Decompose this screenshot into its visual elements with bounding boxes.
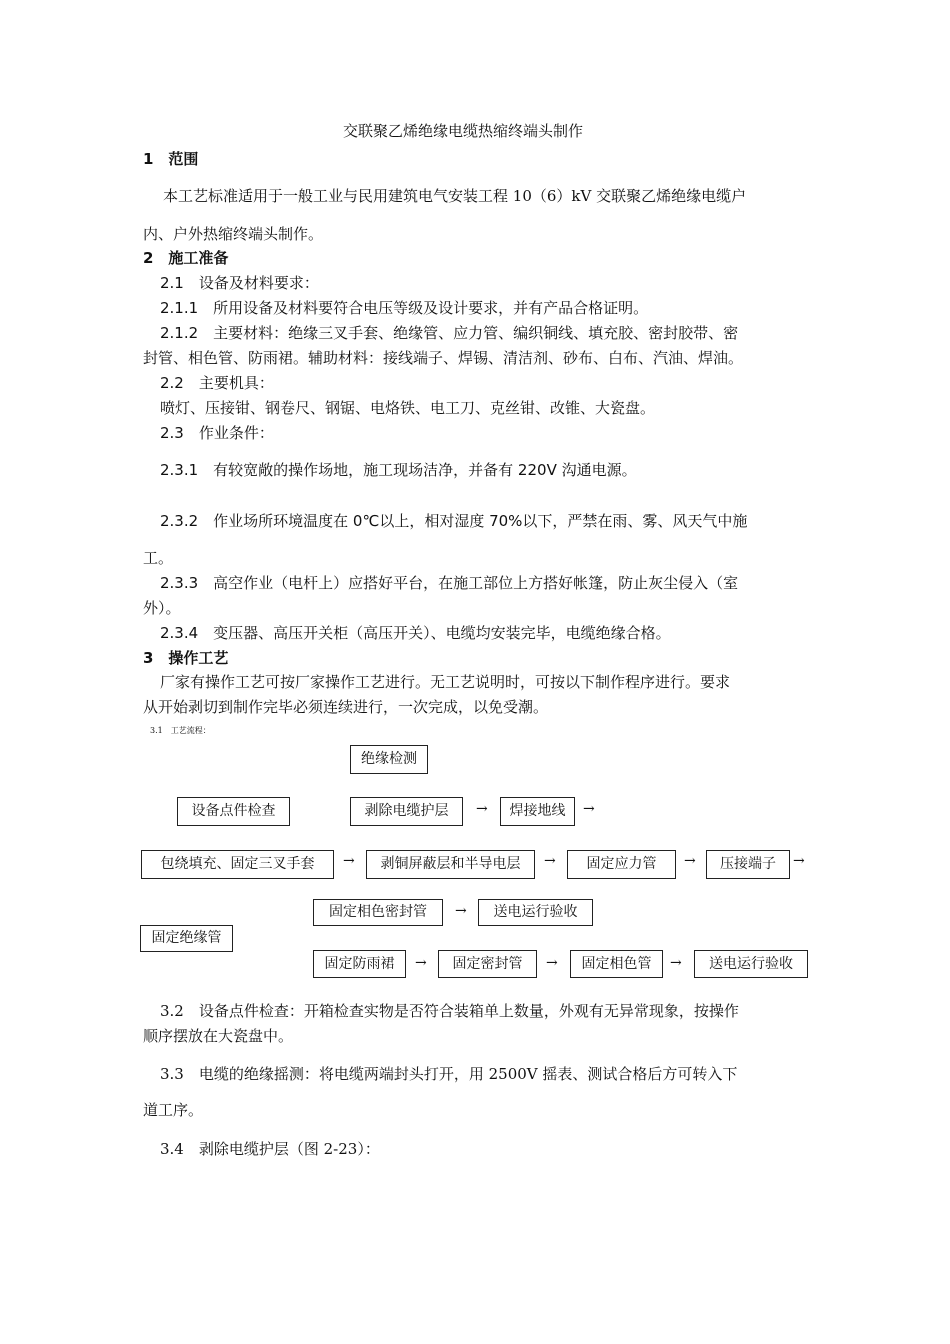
- section-3-4: 3.4 剥除电缆护层（图 2-23）：: [160, 1140, 380, 1158]
- section-1-paragraph-line-2: 内、户外热缩终端头制作。: [143, 225, 324, 243]
- section-2-heading: 2 施工准备: [143, 249, 229, 267]
- section-2-1: 2.1 设备及材料要求：: [160, 274, 319, 292]
- section-2-3-1: 2.3.1 有较宽敞的操作场地，施工现场洁净，并备有 220V 沟通电源。: [160, 461, 637, 479]
- section-3-2-line-1: 3.2 设备点件检查：开箱检查实物是否符合装箱单上数量，外观有无异常现象，按操作: [160, 1002, 739, 1020]
- flow-box-strip-shield: 剥铜屏蔽层和半导电层: [366, 850, 535, 879]
- flow-box-fix-phase-tube: 固定相色管: [570, 950, 663, 978]
- section-3-2-line-2: 顺序摆放在大瓷盘中。: [143, 1027, 294, 1045]
- section-3-3-line-1: 3.3 电缆的绝缘摇测：将电缆两端封头打开，用 2500V 摇表、测试合格后方可转入下: [160, 1065, 738, 1083]
- flow-arrow: →: [544, 853, 556, 869]
- flow-box-equipment-check: 设备点件检查: [177, 797, 290, 826]
- flow-arrow: →: [476, 801, 488, 817]
- section-2-1-2-line-1: 2.1.2 主要材料：绝缘三叉手套、绝缘管、应力管、编织铜线、填充胶、密封胶带、密: [160, 324, 739, 342]
- section-2-3: 2.3 作业条件：: [160, 424, 274, 442]
- flow-arrow: →: [684, 853, 696, 869]
- flow-box-wrap-fill: 包绕填充、固定三叉手套: [141, 850, 334, 879]
- section-3-3-line-2: 道工序。: [143, 1101, 204, 1119]
- section-2-3-3-line-2: 外）。: [143, 599, 181, 617]
- flow-box-fix-phase-seal: 固定相色密封管: [313, 899, 443, 926]
- section-2-2: 2.2 主要机具：: [160, 374, 274, 392]
- section-3-paragraph-line-1: 厂家有操作工艺可按厂家操作工艺进行。无工艺说明时，可按以下制作程序进行。要求: [160, 673, 731, 691]
- flow-box-power-on-1: 送电运行验收: [478, 899, 593, 926]
- flow-arrow: →: [583, 801, 595, 817]
- flow-box-weld-ground: 焊接地线: [500, 797, 575, 826]
- section-1-paragraph-line-1: 本工艺标准适用于一般工业与民用建筑电气安装工程 10（6）kV 交联聚乙烯绝缘电缆户: [163, 187, 747, 205]
- flow-box-fix-insulation-tube: 固定绝缘管: [140, 925, 233, 952]
- flow-arrow: →: [455, 903, 467, 919]
- section-3-paragraph-line-2: 从开始剥切到制作完毕必须连续进行，一次完成，以免受潮。: [143, 698, 549, 716]
- section-2-1-1: 2.1.1 所用设备及材料要符合电压等级及设计要求，并有产品合格证明。: [160, 299, 649, 317]
- flow-box-power-on-2: 送电运行验收: [694, 950, 808, 978]
- flow-box-fix-rain-skirt: 固定防雨裙: [313, 950, 406, 978]
- flow-box-fix-stress-tube: 固定应力管: [567, 850, 676, 879]
- flow-arrow: →: [546, 955, 558, 971]
- section-2-1-2-line-2: 封管、相色管、防雨裙。辅助材料：接线端子、焊锡、清洁剂、砂布、白布、汽油、焊油。: [143, 349, 744, 367]
- section-2-2-tools: 喷灯、压接钳、钢卷尺、钢锯、电烙铁、电工刀、克丝钳、改锥、大瓷盘。: [160, 399, 656, 417]
- section-1-heading: 1 范围: [143, 150, 199, 168]
- section-3-1-caption: 3.1 工艺流程：: [150, 726, 211, 735]
- flow-box-fix-seal-tube: 固定密封管: [438, 950, 537, 978]
- section-3-heading: 3 操作工艺: [143, 649, 229, 667]
- section-2-3-2-line-1: 2.3.2 作业场所环境温度在 0℃以上，相对湿度 70%以下，严禁在雨、雾、风天气中施: [160, 512, 748, 530]
- flow-box-insulation-test: 绝缘检测: [350, 745, 428, 774]
- flow-arrow: →: [793, 853, 805, 869]
- flow-box-crimp-terminal: 压接端子: [706, 850, 790, 879]
- flow-arrow: →: [670, 955, 682, 971]
- flow-box-strip-sheath: 剥除电缆护层: [350, 797, 463, 826]
- flow-arrow: →: [415, 955, 427, 971]
- section-2-3-2-line-2: 工。: [143, 549, 174, 567]
- flow-arrow: →: [343, 853, 355, 869]
- section-2-3-4: 2.3.4 变压器、高压开关柜（高压开关）、电缆均安装完毕，电缆绝缘合格。: [160, 624, 671, 642]
- page-title: 交联聚乙烯绝缘电缆热缩终端头制作: [343, 122, 584, 140]
- section-2-3-3-line-1: 2.3.3 高空作业（电杆上）应搭好平台，在施工部位上方搭好帐篷，防止灰尘侵入（室: [160, 574, 739, 592]
